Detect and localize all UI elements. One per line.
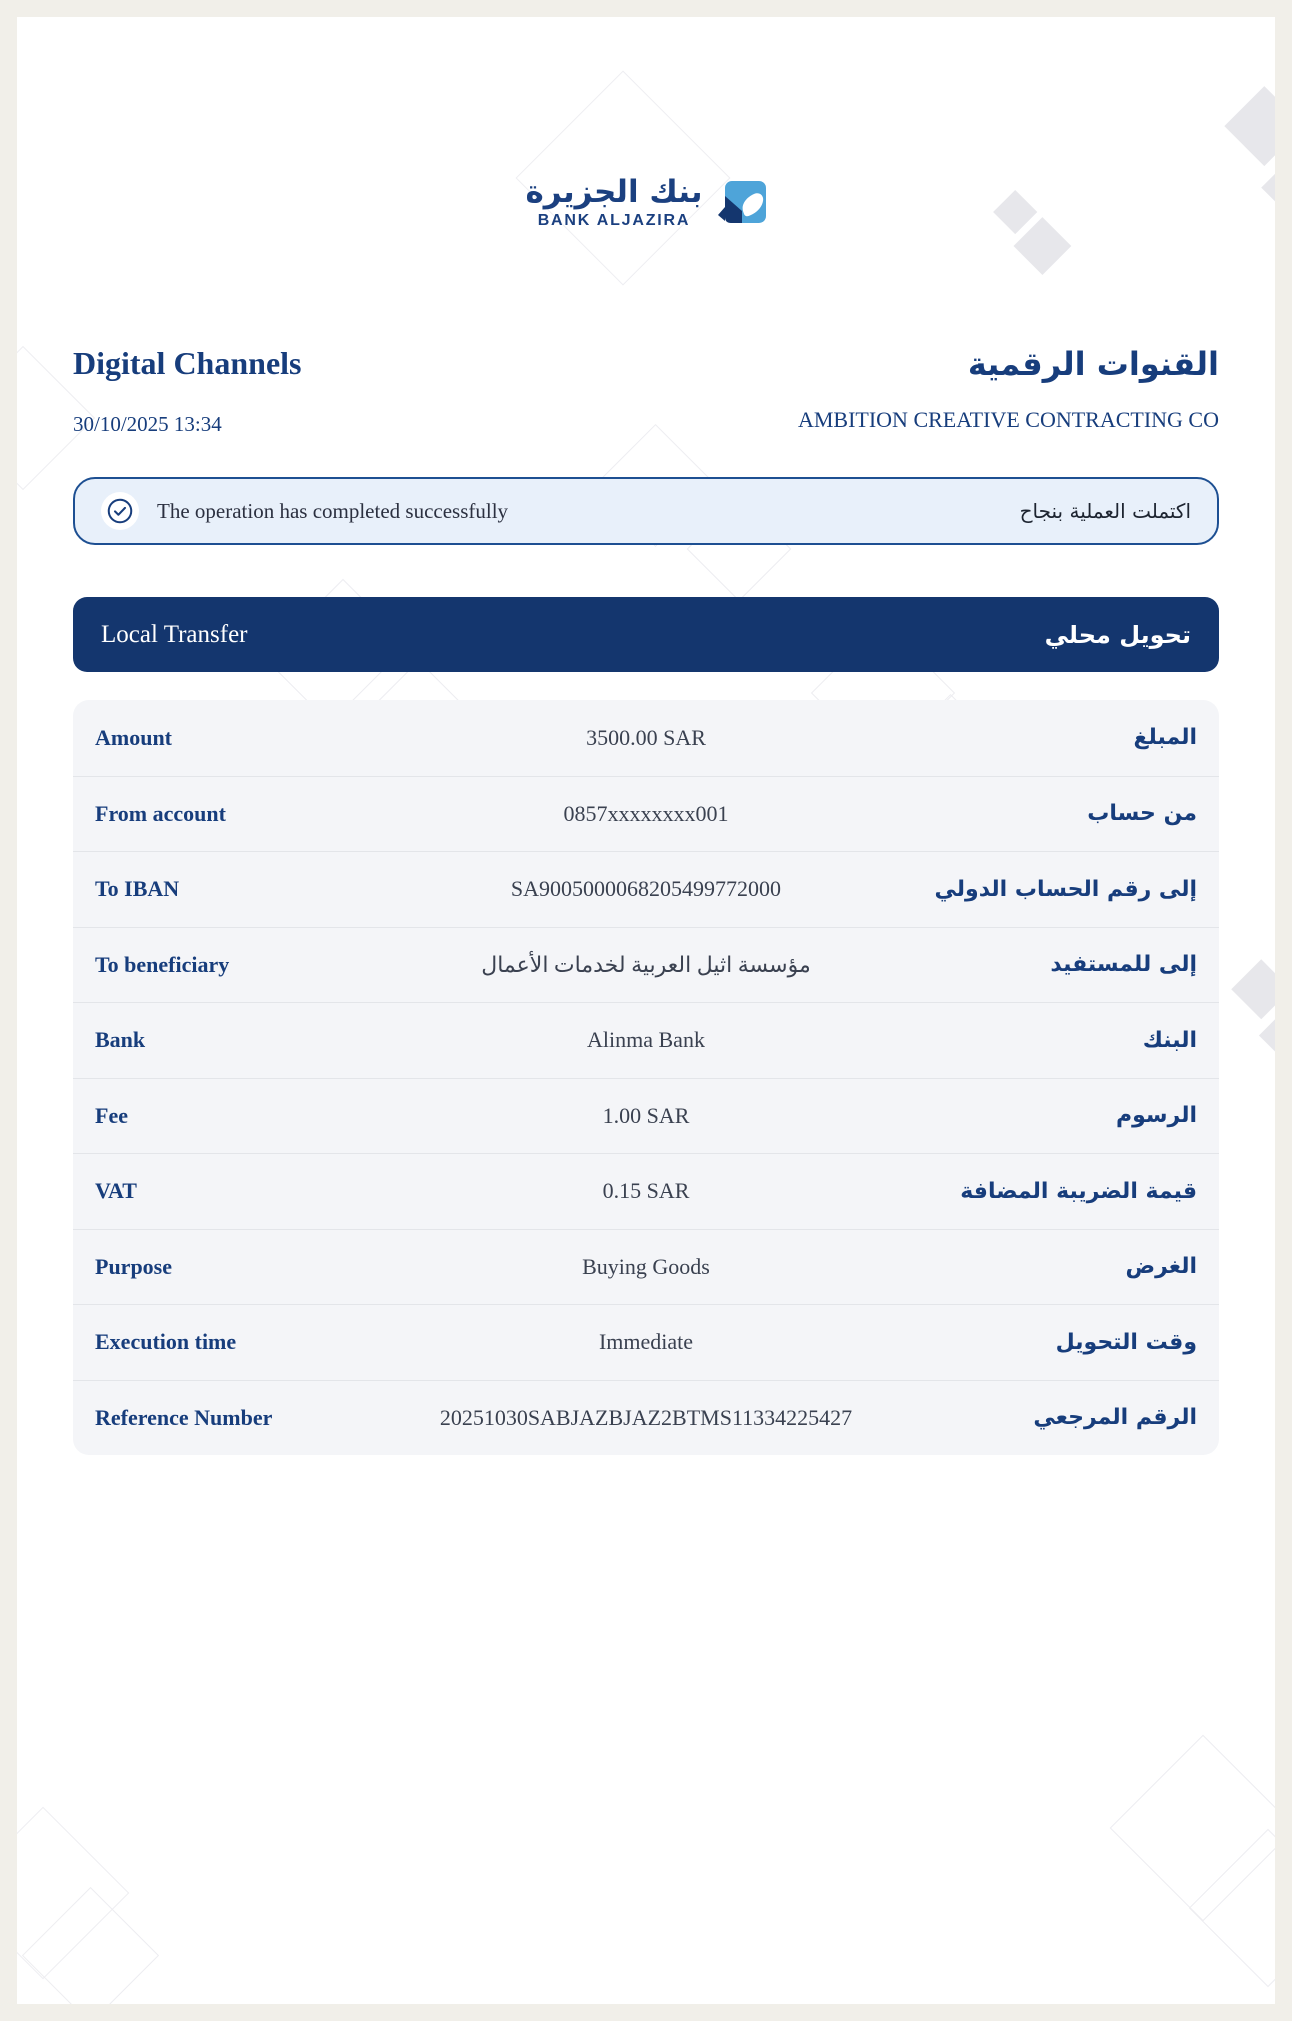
row-label-ar: الرقم المرجعي [1033,1405,1197,1431]
page-title-en: Digital Channels [73,345,302,381]
row-label-ar: الغرض [1125,1254,1197,1280]
watermark-diamond-icon [17,1807,129,1980]
watermark-diamond-icon [1189,1829,1275,1987]
row-value: 3500.00 SAR [586,724,706,750]
table-row-fee [73,1078,1219,1154]
section-title-en: Local Transfer [101,620,248,648]
logo-arabic-text: بنك الجزيرة [525,174,703,210]
table-row-vat [73,1153,1219,1229]
row-value: مؤسسة اثيل العربية لخدمات الأعمال [481,951,811,977]
row-label-ar: المبلغ [1133,725,1197,751]
table-row-bank [73,1002,1219,1078]
row-label-en: Execution time [95,1329,237,1355]
table-row-reference-number [73,1380,1219,1456]
row-label-ar: الرسوم [1115,1103,1197,1129]
table-row-to-iban [73,851,1219,927]
page-header [73,345,1219,437]
row-value: Buying Goods [582,1253,710,1279]
watermark-diamond-icon [1110,1735,1275,1922]
row-label-en: VAT [95,1178,137,1204]
status-message-ar: اكتملت العملية بنجاح [1019,499,1191,523]
details-table [73,700,1219,1455]
row-value: 1.00 SAR [602,1102,690,1128]
check-circle-icon [101,492,139,530]
table-row-amount [73,700,1219,776]
row-label-en: To IBAN [95,876,180,902]
bank-logo-mark-icon [717,180,767,226]
logo-latin-text: BANK ALJAZIRA [537,212,691,229]
table-row-purpose [73,1229,1219,1305]
row-value: SA9005000068205499772000 [510,876,782,902]
row-value: Alinma Bank [587,1027,705,1053]
row-label-ar: من حساب [1087,801,1197,827]
row-label-ar: وقت التحويل [1055,1329,1197,1355]
section-header [73,597,1219,672]
row-value: 20251030SABJAZBJAZ2BTMS11334225427 [439,1404,853,1430]
row-label-en: Purpose [95,1253,172,1279]
row-label-en: Reference Number [95,1404,273,1430]
watermark-diamond-icon [22,1887,159,2004]
row-label-en: To beneficiary [95,951,230,977]
page-title-ar: القنوات الرقمية [967,345,1219,383]
table-row-to-beneficiary [73,927,1219,1003]
table-row-from-account [73,776,1219,852]
datetime: 30/10/2025 13:34 [73,412,222,436]
account-name: AMBITION CREATIVE CONTRACTING CO [797,407,1219,432]
watermark-brand-mark-icon [1222,957,1275,1107]
row-value: 0.15 SAR [602,1178,690,1204]
row-value: Immediate [598,1329,694,1355]
row-label-ar: إلى للمستفيد [1050,952,1197,978]
row-label-en: Fee [95,1102,128,1128]
section-title-ar: تحويل محلي [1044,620,1191,649]
row-label-ar: قيمة الضريبة المضافة [960,1178,1197,1204]
bank-logo [17,174,1275,229]
table-row-execution-time [73,1304,1219,1380]
status-message-en: The operation has completed successfully [157,498,509,523]
row-label-ar: البنك [1142,1027,1197,1053]
receipt-sheet [17,17,1275,2004]
row-label-en: From account [95,800,226,826]
status-banner [73,477,1219,545]
row-label-en: Amount [95,724,173,750]
row-label-en: Bank [95,1027,146,1053]
row-value: 0857xxxxxxxx001 [563,800,729,826]
row-label-ar: إلى رقم الحساب الدولي [934,876,1197,902]
